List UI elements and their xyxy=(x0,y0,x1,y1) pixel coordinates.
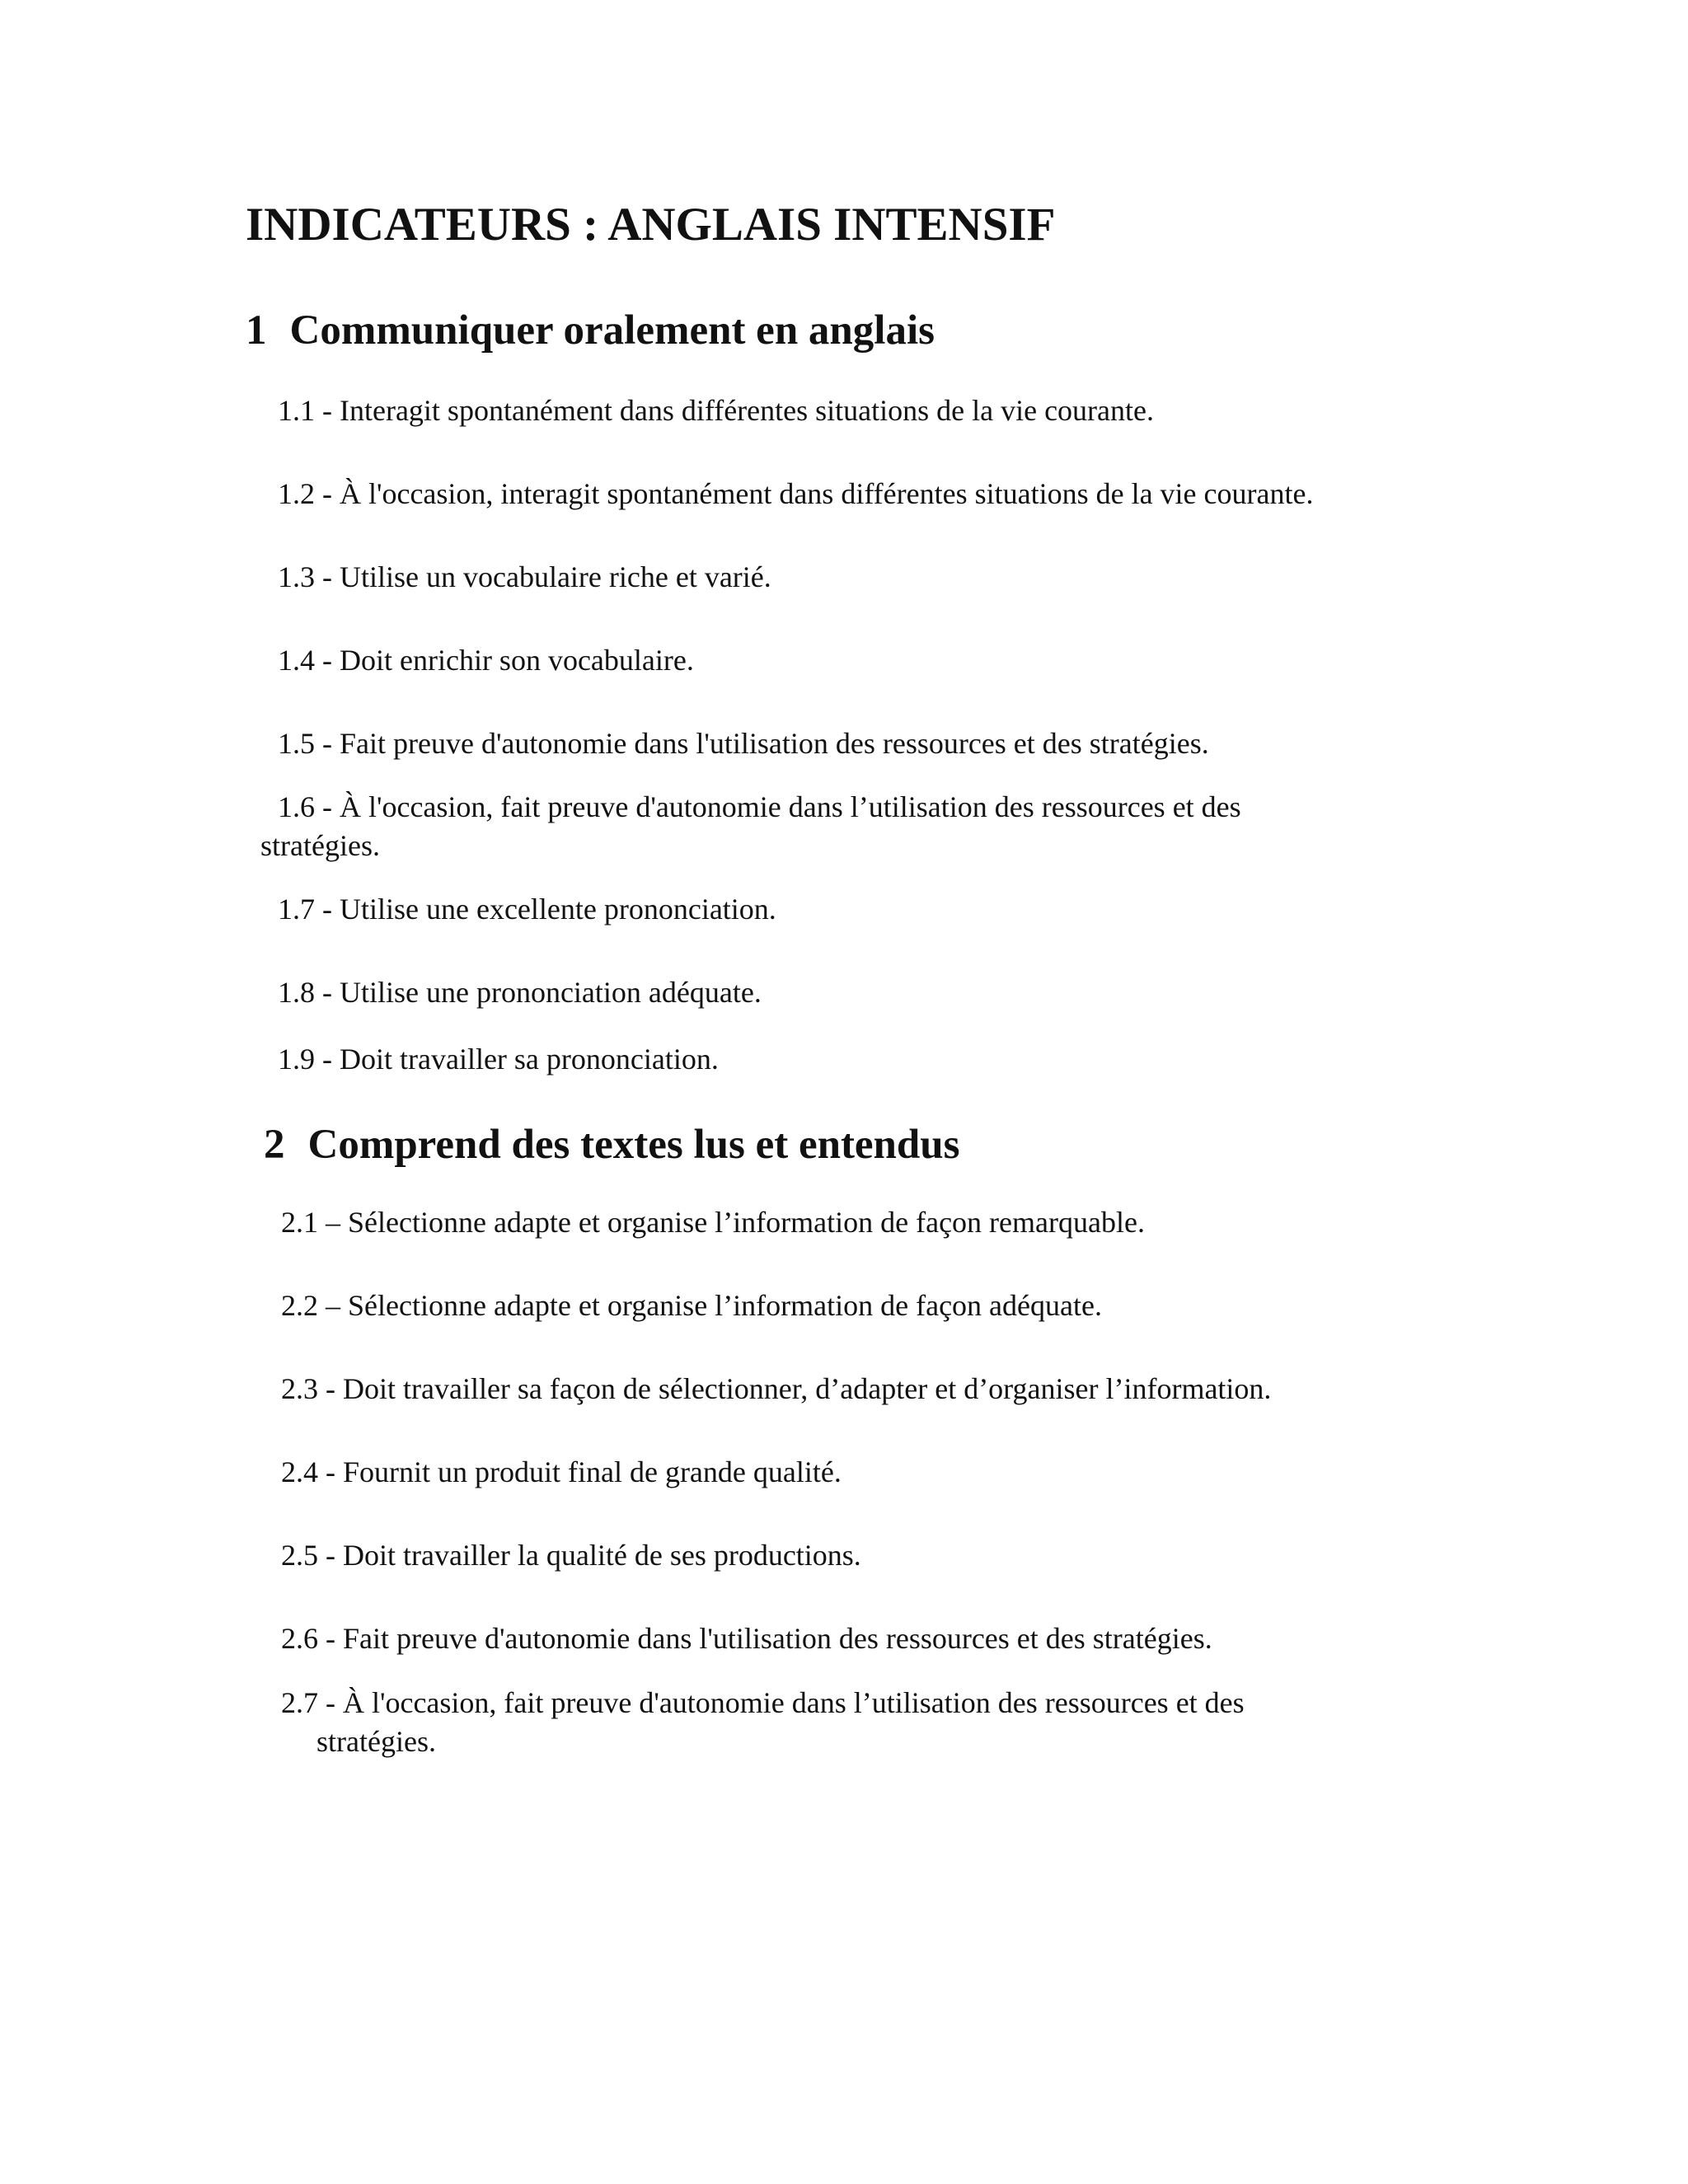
indicator-text-continued: stratégies. xyxy=(316,1725,436,1758)
indicator-item: 1.1 - Interagit spontanément dans différentes situations de la vie courante. xyxy=(278,394,1155,427)
section-number: 2 xyxy=(264,1122,285,1168)
indicator-item: 1.9 - Doit travailler sa prononciation. xyxy=(278,1043,719,1076)
section-heading-2 xyxy=(264,1121,960,1169)
indicator-item: 1.2 - À l'occasion, interagit spontanément dans différentes situations de la vie courante. xyxy=(278,477,1314,510)
indicator-item: 1.5 - Fait preuve d'autonomie dans l'utilisation des ressources et des stratégies. xyxy=(278,727,1209,760)
section-heading-text: Comprend des textes lus et entendus xyxy=(307,1122,960,1168)
section-number: 1 xyxy=(246,307,267,354)
indicator-item: 1.3 - Utilise un vocabulaire riche et varié. xyxy=(278,560,771,593)
indicator-item xyxy=(281,1684,1245,1761)
indicator-item: 2.2 – Sélectionne adapte et organise l’information de façon adéquate. xyxy=(281,1289,1102,1322)
indicator-text-continued: stratégies. xyxy=(260,829,380,862)
section-heading-text: Communiquer oralement en anglais xyxy=(289,307,935,354)
indicator-item: 1.4 - Doit enrichir son vocabulaire. xyxy=(278,644,694,677)
indicator-item: 2.4 - Fournit un produit final de grande qualité. xyxy=(281,1455,842,1488)
indicator-item: 2.5 - Doit travailler la qualité de ses productions. xyxy=(281,1539,861,1572)
indicator-item xyxy=(260,788,1241,865)
indicator-text: 2.7 - À l'occasion, fait preuve d'autonomie dans l’utilisation des ressources et des xyxy=(281,1686,1245,1719)
indicator-text: 1.6 - À l'occasion, fait preuve d'autonomie dans l’utilisation des ressources et des xyxy=(278,790,1241,823)
indicator-item: 2.6 - Fait preuve d'autonomie dans l'utilisation des ressources et des stratégies. xyxy=(281,1622,1212,1655)
indicator-item: 1.8 - Utilise une prononciation adéquate. xyxy=(278,976,762,1009)
section-heading-1 xyxy=(246,307,935,354)
page-title: INDICATEURS : ANGLAIS INTENSIF xyxy=(246,199,1056,251)
indicator-item: 2.1 – Sélectionne adapte et organise l’information de façon remarquable. xyxy=(281,1206,1145,1239)
indicator-item: 2.3 - Doit travailler sa façon de sélectionner, d’adapter et d’organiser l’information. xyxy=(281,1372,1272,1405)
indicator-item: 1.7 - Utilise une excellente prononciation. xyxy=(278,893,776,926)
